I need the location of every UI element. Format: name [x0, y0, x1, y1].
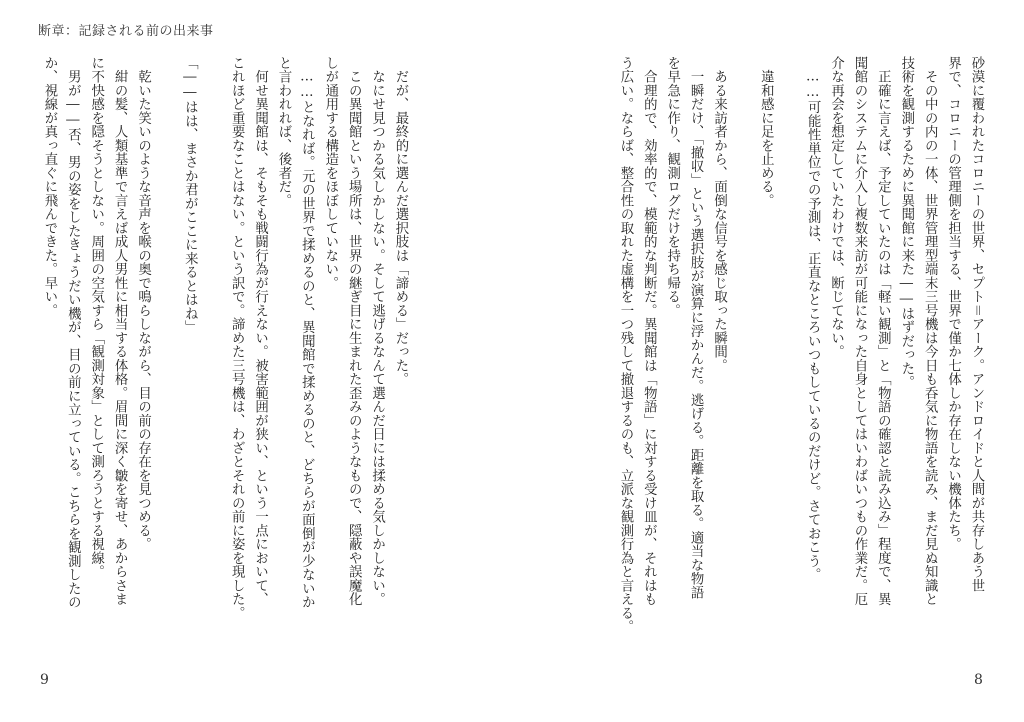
blank-line: [155, 56, 178, 656]
text-line: ……可能性単位での予測は、正直なところいつもしているのだけど。さておこう。: [805, 56, 821, 582]
text-line: 技術を観測するために異聞館に来た――はずだった。: [898, 56, 914, 390]
text-line: これほど重要なことはない。という訳で。諦めた三号機は、わざとそれの前に姿を現した。: [229, 56, 245, 620]
text-line: その中の内の一体、世界管理型端末三号機は今日も呑気に物語を読み、まだ見ぬ知識と: [922, 56, 938, 606]
text-line: なにせ見つかる気しかしない。そして逃げるなんて選んだ日には揉める気しかしない。: [369, 56, 385, 606]
text-line: 界で、コロニーの管理側を担当する、世界で僅か七体しか存在しない機体たち。: [945, 56, 961, 551]
text-line: 違和感に足を止める。: [758, 56, 774, 208]
text-line: 紺の髪、人類基準で言えば成人男性に相当する体格。眉間に深く皺を寄せ、あからさま: [112, 56, 128, 606]
text-line: だが、最終的に選んだ選択肢は「諦める」だった。: [393, 56, 408, 386]
text-line: 砂漠に覆われたコロニーの世界、セプト＝アーク。アンドロイドと人間が共存しあう世: [969, 56, 984, 593]
text-line: と言われれば、後者だ。: [275, 56, 291, 208]
blank-line: [777, 56, 800, 656]
text-line: 合理的で、効率的で、模範的な判断だ。異聞館は「物語」に対する受け皿が、それはも: [641, 56, 657, 606]
page-number-right: 8: [974, 672, 983, 688]
running-header: 断章：記録される前の出来事: [38, 24, 214, 39]
text-line: ……となれば。元の世界で揉めるのと、異聞館で揉めるのと、どちらが面倒が少ないか: [299, 56, 315, 610]
text-line: を早急に作り、観測ログだけを持ち帰る。: [664, 56, 680, 318]
text-line: う広い。ならば、整合性の取れた虚構を一つ残して撤退するのも、立派な観測行為と言える。: [617, 56, 633, 634]
blank-line: [201, 56, 224, 656]
text-line: 一瞬だけ、「撤収」という選択肢が演算に浮かんだ。逃げる。距離を取る。適当な物語: [688, 56, 704, 600]
text-line: に不快感を隠そうとしない。周囲の空気すら「観測対象」として測ろうとする視線。: [88, 56, 104, 579]
text-line: か、視線が真っ直ぐに飛んできた。早い。: [41, 56, 57, 318]
text-line: 聞館のシステムに介入し複数来訪が可能になった自身としてはいわばいつもの作業だ。厄: [851, 56, 867, 606]
text-line: しが通用する構造をほぼしていない。: [322, 56, 338, 290]
text-line: 男が――否、男の姿をしたきょうだい機が、目の前に立っている。こちらを観測したの: [65, 56, 81, 610]
dialogue-line: 「――はは、まさか君がここに来るとはね」: [182, 56, 198, 335]
text-line: 正確に言えば、予定していたのは「軽い観測」と「物語の確認と読み込み」程度で、異: [875, 56, 891, 606]
text-line: ある来訪者から、面倒な信号を感じ取った瞬間。: [711, 56, 727, 373]
text-line: この異聞館という場所は、世界の継ぎ目に生まれた歪みのようなもので、隠蔽や誤魔化: [346, 56, 362, 606]
page-9-body: [41, 56, 412, 656]
page-8-body: [588, 56, 988, 656]
text-line: 乾いた笑いのような音声を喉の奥で鳴らしながら、目の前の存在を見つめる。: [135, 56, 151, 551]
page-number-left: 9: [40, 672, 49, 688]
blank-line: [731, 56, 754, 656]
text-line: 何せ異聞館は、そもそも戦闘行為が行えない。被害範囲が狭い、という一点において、: [252, 56, 268, 606]
text-line: 介な再会を想定していたわけでは、断じてない。: [828, 56, 844, 359]
